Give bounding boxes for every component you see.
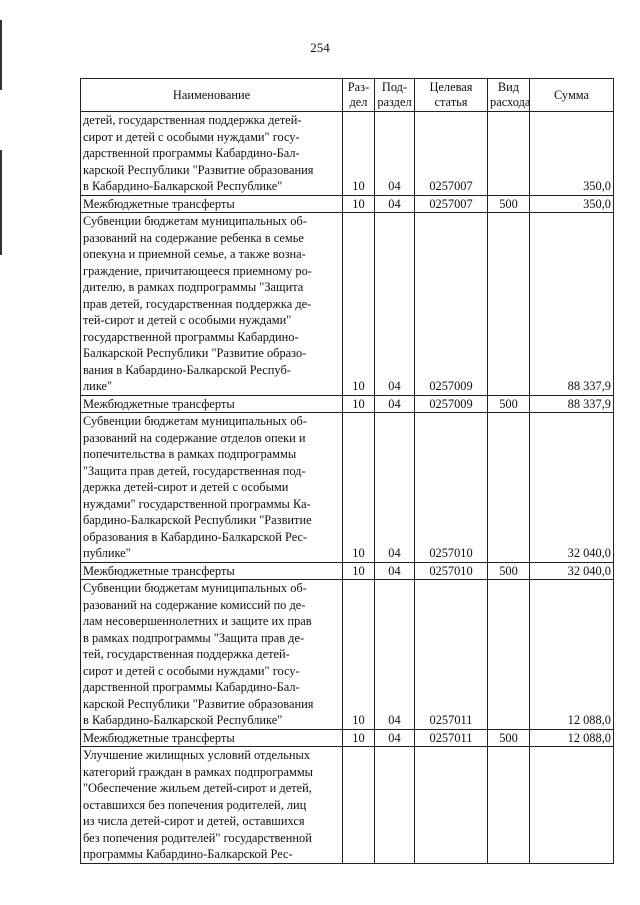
row-subsection-cell: 04 [375, 729, 415, 747]
row-name-line: из числа детей-сирот и детей, оставшихся [83, 814, 305, 828]
row-section-cell: 10 [343, 213, 375, 396]
row-name-line: бардино-Балкарской Республики "Развитие [83, 513, 312, 527]
row-name-cell [81, 562, 343, 580]
row-name-line: "Обеспечение жильем детей-сирот и детей, [83, 781, 312, 795]
row-name-line: карской Республики "Развитие образования [83, 696, 314, 711]
row-expense-type-cell: 500 [488, 395, 530, 413]
table-row [81, 413, 614, 563]
row-subsection-cell: 04 [375, 213, 415, 396]
header-name: Наименование [81, 79, 343, 112]
row-amount-cell [530, 747, 614, 864]
row-name-line: сирот и детей с особыми нуждами" госу- [83, 129, 300, 144]
row-name-cell [81, 729, 343, 747]
row-target-cell: 0257011 [415, 580, 488, 730]
header-expense-type-line: Вид [497, 80, 520, 94]
row-name-line: опекуна и приемной семье, а также возна- [83, 247, 306, 261]
row-name-cell [81, 580, 343, 730]
row-target-cell: 0257007 [415, 195, 488, 213]
row-name-line: граждение, причитающееся приемному ро- [83, 263, 312, 278]
header-subsection-line: раздел [377, 95, 412, 109]
row-name-line: дарственной программы Кабардино-Бал- [83, 146, 300, 160]
row-expense-type-cell: 500 [488, 729, 530, 747]
row-name-cell [81, 395, 343, 413]
row-subsection-cell: 04 [375, 562, 415, 580]
header-expense-type [488, 79, 530, 112]
row-name-line: дарственной программы Кабардино-Бал- [83, 680, 300, 694]
row-target-cell: 0257009 [415, 395, 488, 413]
row-name-line: лам несовершеннолетних и защите их прав [83, 614, 312, 628]
row-name-line: разований на содержание ребенка в семье [83, 230, 304, 245]
row-section-cell [343, 747, 375, 864]
header-amount: Сумма [530, 79, 614, 112]
table-row [81, 747, 614, 864]
row-section-cell: 10 [343, 413, 375, 563]
table-row [81, 395, 614, 413]
table-row [81, 195, 614, 213]
row-name-line: Межбюджетные трансферты [83, 730, 235, 745]
row-name-line: публике" [83, 546, 131, 560]
header-target-line: Целевая [429, 80, 473, 94]
row-name-line: Субвенции бюджетам муниципальных об- [83, 414, 307, 428]
table-row [81, 580, 614, 730]
row-subsection-cell [375, 747, 415, 864]
row-name-line: государственной программы Кабардино- [83, 329, 299, 344]
row-name-line: Межбюджетные трансферты [83, 196, 235, 211]
table-body [81, 112, 614, 864]
row-target-cell [415, 747, 488, 864]
header-subsection-line: Под- [381, 80, 408, 94]
row-section-cell: 10 [343, 195, 375, 213]
header-expense-type-line: расхода [490, 95, 531, 109]
row-name-line: карской Республики "Развитие образования [83, 162, 314, 177]
row-section-cell: 10 [343, 729, 375, 747]
header-section-line: Раз- [347, 80, 370, 94]
row-expense-type-cell [488, 213, 530, 396]
row-amount-cell: 350,0 [530, 112, 614, 196]
row-amount-cell: 12 088,0 [530, 580, 614, 730]
row-target-cell: 0257009 [415, 213, 488, 396]
row-name-line: в Кабардино-Балкарской Республике" [83, 179, 283, 193]
row-expense-type-cell [488, 413, 530, 563]
row-name-cell [81, 195, 343, 213]
row-target-cell: 0257010 [415, 562, 488, 580]
row-name-line: программы Кабардино-Балкарской Рес- [83, 847, 293, 861]
row-name-line: категорий граждан в рамках подпрограммы [83, 764, 314, 779]
table-row [81, 112, 614, 196]
row-name-line: разований на содержание комиссий по де- [83, 597, 306, 612]
row-name-line: разований на содержание отделов опеки и [83, 430, 306, 445]
table-row [81, 213, 614, 396]
row-name-line: держка детей-сирот и детей с особыми [83, 480, 289, 494]
header-section [343, 79, 375, 112]
row-name-line: тей, государственная поддержка детей- [83, 647, 290, 661]
row-name-line: Межбюджетные трансферты [83, 563, 235, 578]
row-name-line: детей, государственная поддержка детей- [83, 113, 302, 127]
row-target-cell: 0257011 [415, 729, 488, 747]
row-name-line: лике" [83, 379, 113, 393]
row-name-line: "Защита прав детей, государственная под- [83, 463, 306, 478]
row-expense-type-cell [488, 580, 530, 730]
row-name-line: в Кабардино-Балкарской Республике" [83, 713, 283, 727]
header-subsection [375, 79, 415, 112]
row-amount-cell: 32 040,0 [530, 413, 614, 563]
row-name-line: Субвенции бюджетам муниципальных об- [83, 214, 307, 228]
row-name-line: нуждами" государственной программы Ка- [83, 496, 311, 511]
row-target-cell: 0257010 [415, 413, 488, 563]
row-amount-cell: 350,0 [530, 195, 614, 213]
row-expense-type-cell: 500 [488, 562, 530, 580]
row-expense-type-cell [488, 112, 530, 196]
row-name-line: вания в Кабардино-Балкарской Респуб- [83, 362, 291, 377]
row-subsection-cell: 04 [375, 580, 415, 730]
row-expense-type-cell: 500 [488, 195, 530, 213]
row-name-line: образования в Кабардино-Балкарской Рес- [83, 529, 308, 544]
header-target-line: статья [434, 95, 468, 109]
row-name-line: дителю, в рамках подпрограммы "Защита [83, 280, 304, 294]
row-expense-type-cell [488, 747, 530, 864]
row-section-cell: 10 [343, 580, 375, 730]
page-number: 254 [310, 40, 330, 55]
row-name-line: оставшихся без попечения родителей, лиц [83, 797, 307, 812]
table-row [81, 562, 614, 580]
row-amount-cell: 88 337,9 [530, 213, 614, 396]
row-section-cell: 10 [343, 562, 375, 580]
row-name-line: сирот и детей с особыми нуждами" госу- [83, 663, 300, 678]
margin-mark [0, 150, 2, 255]
row-name-line: Субвенции бюджетам муниципальных об- [83, 581, 307, 595]
row-name-cell [81, 747, 343, 864]
row-subsection-cell: 04 [375, 413, 415, 563]
row-name-cell [81, 413, 343, 563]
row-name-line: тей-сирот и детей с особыми нуждами" [83, 313, 292, 327]
row-subsection-cell: 04 [375, 112, 415, 196]
row-amount-cell: 12 088,0 [530, 729, 614, 747]
header-section-line: дел [349, 95, 368, 109]
row-name-line: Балкарской Республики "Развитие образо- [83, 346, 307, 360]
row-name-cell [81, 213, 343, 396]
row-name-line: прав детей, государственная поддержка де- [83, 296, 312, 311]
table-header-row [81, 79, 614, 112]
header-target [415, 79, 488, 112]
row-name-line: Межбюджетные трансферты [83, 396, 235, 411]
row-name-line: без попечения родителей" государственной [83, 830, 312, 845]
row-amount-cell: 32 040,0 [530, 562, 614, 580]
budget-table [80, 78, 614, 864]
row-section-cell: 10 [343, 395, 375, 413]
row-name-line: в рамках подпрограммы "Защита прав де- [83, 630, 305, 645]
row-subsection-cell: 04 [375, 195, 415, 213]
row-name-line: Улучшение жилищных условий отдельных [83, 748, 311, 762]
row-name-cell [81, 112, 343, 196]
row-section-cell: 10 [343, 112, 375, 196]
row-target-cell: 0257007 [415, 112, 488, 196]
row-amount-cell: 88 337,9 [530, 395, 614, 413]
table-row [81, 729, 614, 747]
row-name-line: попечительства в рамках подпрограммы [83, 447, 297, 461]
row-subsection-cell: 04 [375, 395, 415, 413]
